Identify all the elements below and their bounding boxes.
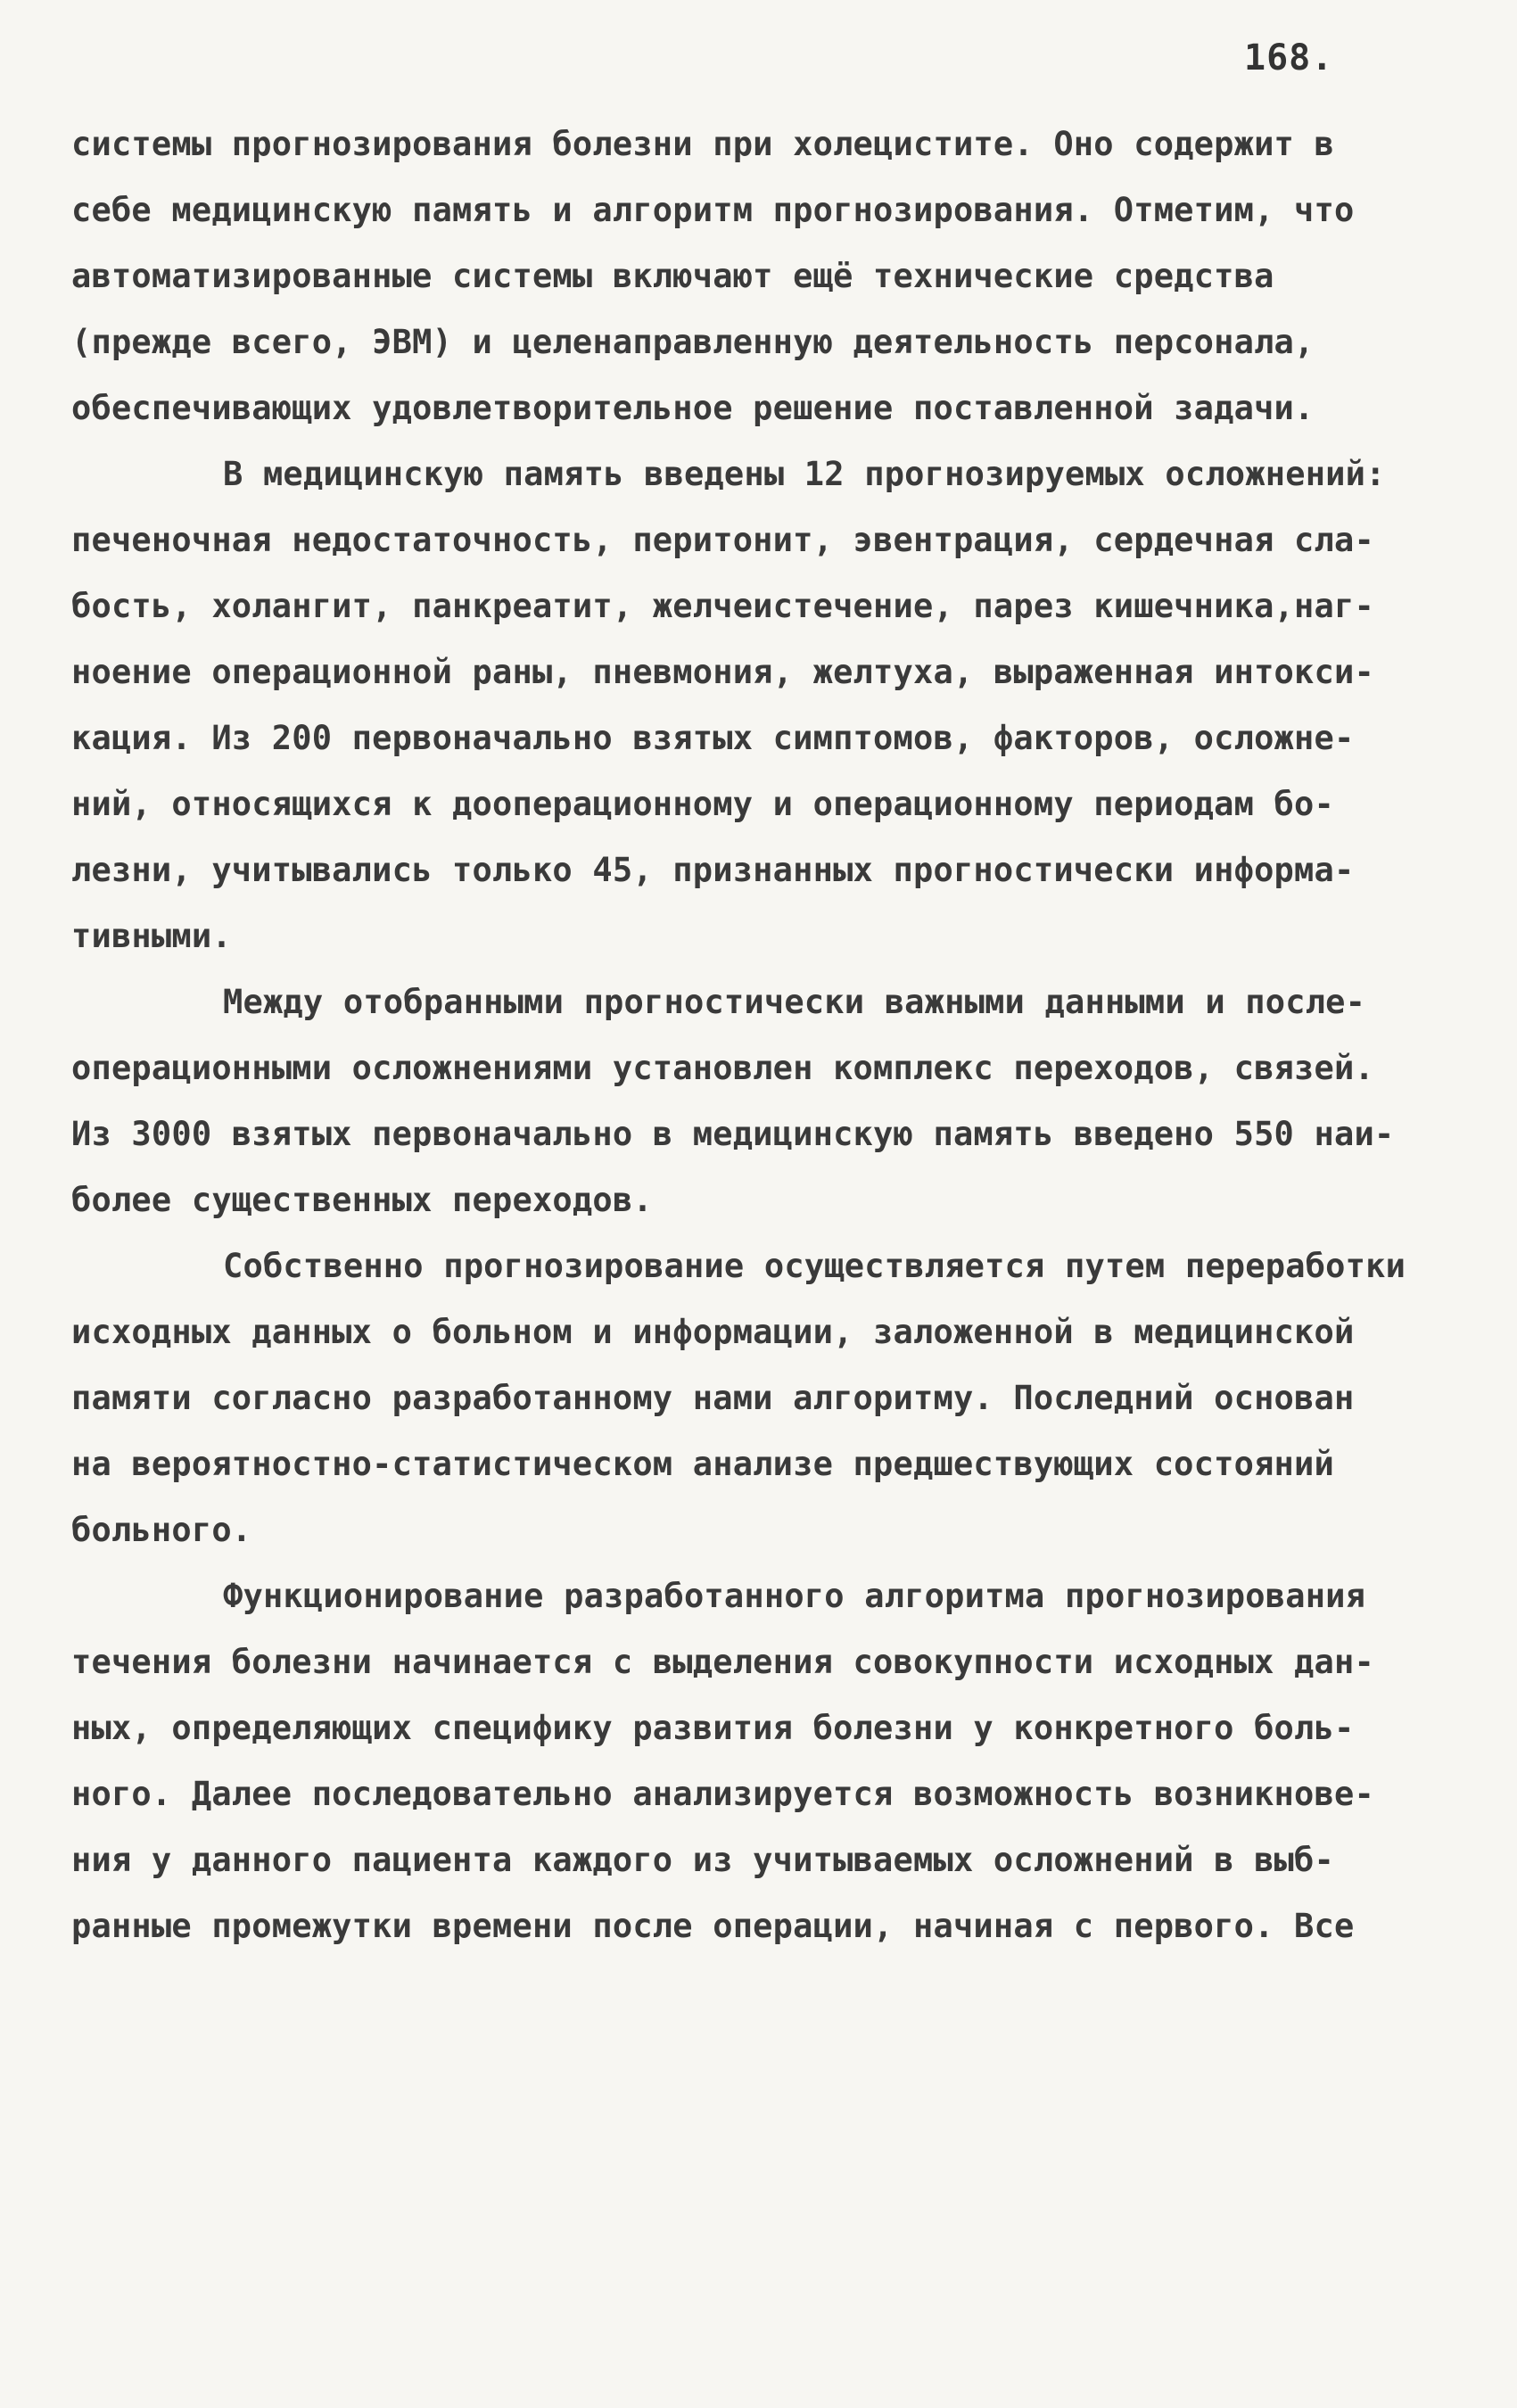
text-line: исходных данных о больном и информации, заложенной в медицинской bbox=[71, 1313, 1355, 1351]
text-line: ных, определяющих специфику развития болезни у конкретного боль- bbox=[71, 1709, 1355, 1747]
text-line: ний, относящихся к дооперационному и операционному периодам бо- bbox=[71, 785, 1334, 823]
text-line: системы прогнозирования болезни при холецистите. Оно содержит в bbox=[71, 125, 1334, 163]
text-line: на вероятностно-статистическом анализе предшествующих состояний bbox=[71, 1445, 1334, 1483]
text-line: ного. Далее последовательно анализируется возможность возникнове- bbox=[71, 1775, 1374, 1813]
page-number: 168. bbox=[1244, 37, 1334, 78]
text-line: лезни, учитывались только 45, признанных прогностически информа- bbox=[71, 851, 1355, 889]
text-line: обеспечивающих удовлетворительное решение поставленной задачи. bbox=[71, 389, 1315, 427]
text-line: памяти согласно разработанному нами алгоритму. Последний основан bbox=[71, 1379, 1355, 1417]
text-line: операционными осложнениями установлен комплекс переходов, связей. bbox=[71, 1049, 1374, 1087]
text-line: автоматизированные системы включают ещё технические средства bbox=[71, 257, 1274, 295]
text-line: Между отобранными прогностически важными данными и после- bbox=[223, 983, 1366, 1021]
text-line: Собственно прогнозирование осуществляется путем переработки bbox=[223, 1247, 1406, 1285]
text-line: ранные промежутки времени после операции, начиная с первого. Все bbox=[71, 1907, 1355, 1945]
text-line: более существенных переходов. bbox=[71, 1181, 653, 1219]
text-line: печеночная недостаточность, перитонит, эвентрация, сердечная сла- bbox=[71, 521, 1374, 559]
text-line: В медицинскую память введены 12 прогнозируемых осложнений: bbox=[223, 455, 1386, 493]
text-line: Функционирование разработанного алгоритма прогнозирования bbox=[223, 1577, 1366, 1615]
text-line: течения болезни начинается с выделения совокупности исходных дан- bbox=[71, 1643, 1374, 1681]
text-line: ноение операционной раны, пневмония, желтуха, выраженная интокси- bbox=[71, 653, 1374, 691]
text-line: бость, холангит, панкреатит, желчеистечение, парез кишечника,наг- bbox=[71, 587, 1374, 625]
text-line: Из 3000 взятых первоначально в медицинскую память введено 550 наи- bbox=[71, 1115, 1395, 1153]
text-line: тивными. bbox=[71, 917, 232, 955]
text-line: ния у данного пациента каждого из учитываемых осложнений в выб- bbox=[71, 1841, 1334, 1879]
text-line: себе медицинскую память и алгоритм прогнозирования. Отметим, что bbox=[71, 191, 1355, 229]
text-line: (прежде всего, ЭВМ) и целенаправленную деятельность персонала, bbox=[71, 323, 1315, 361]
text-line: кация. Из 200 первоначально взятых симптомов, факторов, осложне- bbox=[71, 719, 1355, 757]
text-line: больного. bbox=[71, 1511, 252, 1549]
body-text bbox=[71, 111, 1445, 1959]
